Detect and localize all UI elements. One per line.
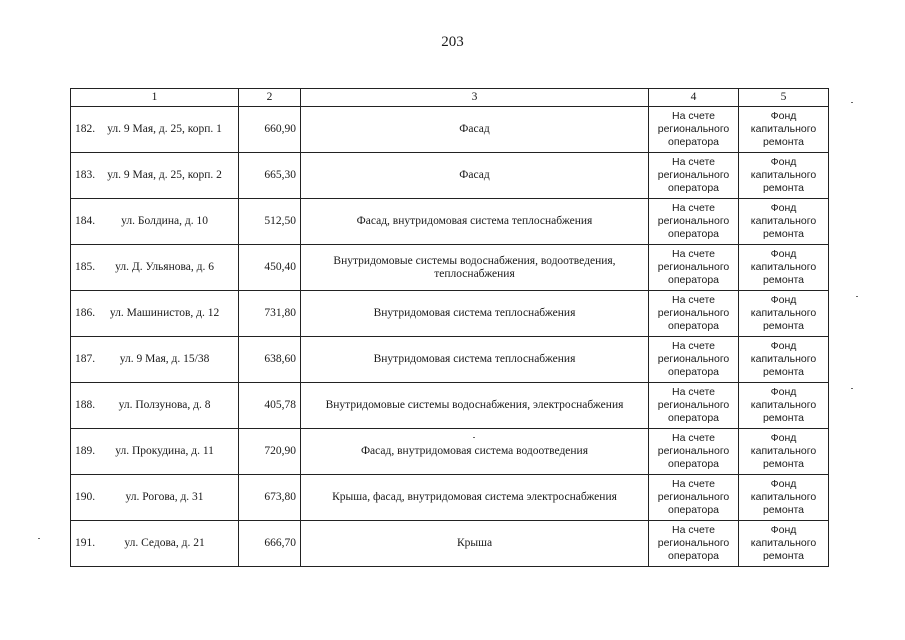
row-number: 184. bbox=[75, 215, 96, 227]
account-cell: На счете регионального оператора bbox=[649, 475, 739, 521]
table-row bbox=[71, 337, 829, 383]
area-cell: 405,78 bbox=[239, 383, 301, 429]
account-cell: На счете регионального оператора bbox=[649, 337, 739, 383]
row-number: 186. bbox=[75, 307, 96, 319]
address-cell bbox=[71, 291, 239, 337]
address: ул. 9 Мая, д. 25, корп. 1 bbox=[107, 123, 222, 135]
fund-cell: Фонд капитального ремонта bbox=[739, 383, 829, 429]
table-row bbox=[71, 199, 829, 245]
works-cell: Фасад, внутридомовая система водоотведения bbox=[301, 429, 649, 475]
column-header: 2 bbox=[239, 89, 301, 107]
address-cell bbox=[71, 199, 239, 245]
scan-speck bbox=[851, 388, 853, 389]
works-cell: Внутридомовые системы водоснабжения, электроснабжения bbox=[301, 383, 649, 429]
row-number: 183. bbox=[75, 169, 96, 181]
table-row bbox=[71, 153, 829, 199]
row-number: 190. bbox=[75, 491, 96, 503]
table-row bbox=[71, 291, 829, 337]
column-header: 5 bbox=[739, 89, 829, 107]
address: ул. Ползунова, д. 8 bbox=[118, 399, 211, 411]
works-cell: Крыша bbox=[301, 521, 649, 567]
page-number: 203 bbox=[441, 34, 464, 50]
row-number: 185. bbox=[75, 261, 96, 273]
address: ул. 9 Мая, д. 15/38 bbox=[119, 353, 210, 365]
scan-speck bbox=[38, 538, 40, 539]
table-row bbox=[71, 429, 829, 475]
table-row bbox=[71, 475, 829, 521]
address: ул. 9 Мая, д. 25, корп. 2 bbox=[107, 169, 222, 181]
table-row bbox=[71, 107, 829, 153]
scan-speck bbox=[473, 437, 475, 438]
area-cell: 450,40 bbox=[239, 245, 301, 291]
account-cell: На счете регионального оператора bbox=[649, 383, 739, 429]
address: ул. Прокудина, д. 11 bbox=[115, 445, 214, 457]
header-row bbox=[71, 89, 829, 107]
table-row bbox=[71, 521, 829, 567]
account-cell: На счете регионального оператора bbox=[649, 245, 739, 291]
account-cell: На счете регионального оператора bbox=[649, 153, 739, 199]
scan-speck bbox=[851, 102, 853, 103]
fund-cell: Фонд капитального ремонта bbox=[739, 429, 829, 475]
fund-cell: Фонд капитального ремонта bbox=[739, 199, 829, 245]
address: ул. Машинистов, д. 12 bbox=[109, 307, 220, 319]
address-cell bbox=[71, 429, 239, 475]
fund-cell: Фонд капитального ремонта bbox=[739, 107, 829, 153]
works-cell: Внутридомовые системы водоснабжения, водоотведения, теплоснабжения bbox=[301, 245, 649, 291]
area-cell: 660,90 bbox=[239, 107, 301, 153]
row-number: 182. bbox=[75, 123, 96, 135]
scan-speck bbox=[856, 296, 858, 297]
row-number: 187. bbox=[75, 353, 96, 365]
address-cell bbox=[71, 383, 239, 429]
works-cell: Фасад, внутридомовая система теплоснабжения bbox=[301, 199, 649, 245]
works-cell: Крыша, фасад, внутридомовая система электроснабжения bbox=[301, 475, 649, 521]
column-header: 3 bbox=[301, 89, 649, 107]
area-cell: 665,30 bbox=[239, 153, 301, 199]
account-cell: На счете регионального оператора bbox=[649, 521, 739, 567]
row-number: 191. bbox=[75, 537, 96, 549]
table-body bbox=[71, 107, 829, 567]
area-cell: 512,50 bbox=[239, 199, 301, 245]
address: ул. Д. Ульянова, д. 6 bbox=[115, 261, 214, 273]
address-cell bbox=[71, 475, 239, 521]
fund-cell: Фонд капитального ремонта bbox=[739, 291, 829, 337]
row-number: 189. bbox=[75, 445, 96, 457]
fund-cell: Фонд капитального ремонта bbox=[739, 475, 829, 521]
account-cell: На счете регионального оператора bbox=[649, 291, 739, 337]
address-cell bbox=[71, 153, 239, 199]
repair-table bbox=[70, 88, 829, 567]
table-row bbox=[71, 245, 829, 291]
address-cell bbox=[71, 521, 239, 567]
area-cell: 731,80 bbox=[239, 291, 301, 337]
fund-cell: Фонд капитального ремонта bbox=[739, 521, 829, 567]
fund-cell: Фонд капитального ремонта bbox=[739, 153, 829, 199]
area-cell: 638,60 bbox=[239, 337, 301, 383]
fund-cell: Фонд капитального ремонта bbox=[739, 245, 829, 291]
area-cell: 666,70 bbox=[239, 521, 301, 567]
column-header: 4 bbox=[649, 89, 739, 107]
address-cell bbox=[71, 245, 239, 291]
row-number: 188. bbox=[75, 399, 96, 411]
address-cell bbox=[71, 337, 239, 383]
works-cell: Фасад bbox=[301, 153, 649, 199]
address-cell bbox=[71, 107, 239, 153]
area-cell: 720,90 bbox=[239, 429, 301, 475]
address: ул. Рогова, д. 31 bbox=[125, 491, 204, 503]
column-header: 1 bbox=[71, 89, 239, 107]
works-cell: Внутридомовая система теплоснабжения bbox=[301, 337, 649, 383]
account-cell: На счете регионального оператора bbox=[649, 429, 739, 475]
account-cell: На счете регионального оператора bbox=[649, 107, 739, 153]
works-cell: Фасад bbox=[301, 107, 649, 153]
address: ул. Седова, д. 21 bbox=[124, 537, 205, 549]
address: ул. Болдина, д. 10 bbox=[121, 215, 208, 227]
fund-cell: Фонд капитального ремонта bbox=[739, 337, 829, 383]
works-cell: Внутридомовая система теплоснабжения bbox=[301, 291, 649, 337]
table-row bbox=[71, 383, 829, 429]
area-cell: 673,80 bbox=[239, 475, 301, 521]
account-cell: На счете регионального оператора bbox=[649, 199, 739, 245]
